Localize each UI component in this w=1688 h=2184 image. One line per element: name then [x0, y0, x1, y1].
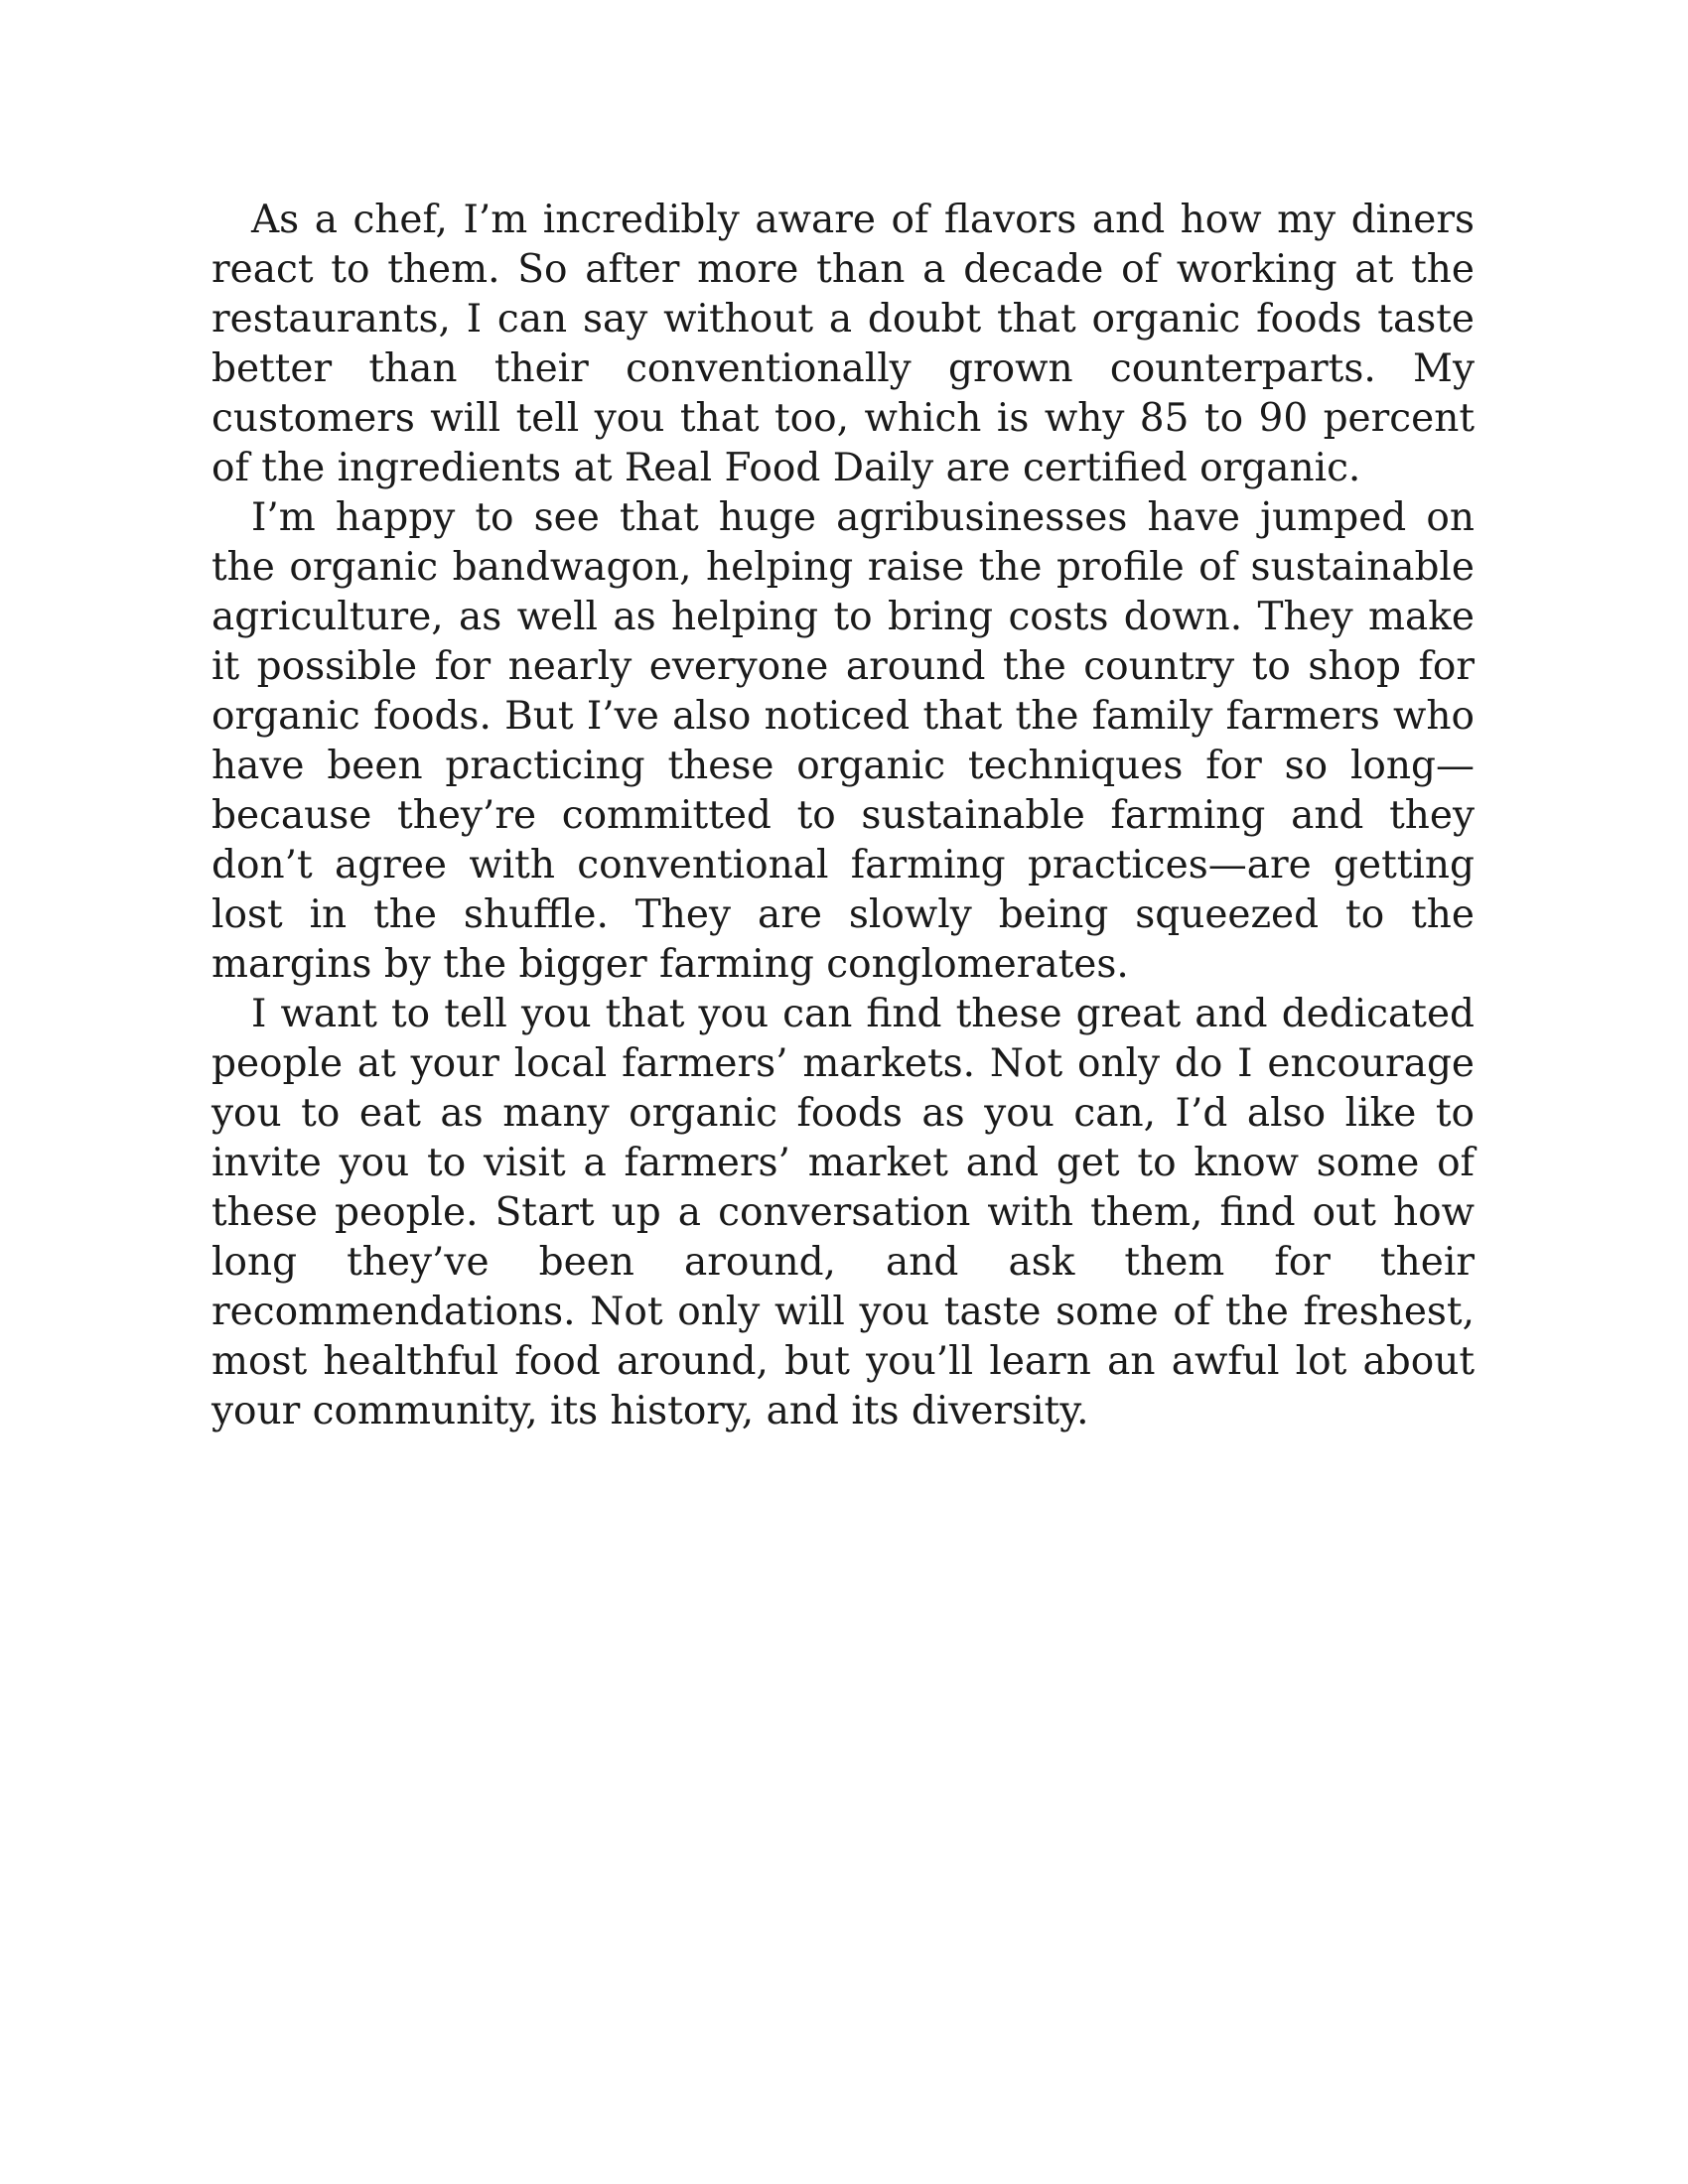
paragraph-3: I want to tell you that you can find these great and dedicated people at your local farmers’ markets. Not only do I encourage you to eat as many organic foods as you can, I’d also like to invite you to visit a farmers’ market and get to know some of these people. Start up a conversation with them, find out how long they’ve been around, and ask them for their recommendations. Not only will you taste some of the freshest, most healthful food around, but you’ll learn an awful lot about your community, its history, and its diversity.: [211, 992, 1475, 1433]
body-text: [211, 196, 1475, 1436]
paragraph-1: As a chef, I’m incredibly aware of flavors and how my diners react to them. So after more than a decade of working at the restaurants, I can say without a doubt that organic foods taste better than their conventionally grown counterparts. My customers will tell you that too, which is why 85 to 90 percent of the ingredients at Real Food Daily are certified organic.: [211, 198, 1475, 490]
paragraph-2: I’m happy to see that huge agribusinesses have jumped on the organic bandwagon, helping raise the profile of sustainable agriculture, as well as helping to bring costs down. They make it possible for nearly everyone around the country to shop for organic foods. But I’ve also noticed that the family farmers who have been practicing these organic techniques for so long—because they’re committed to sustainable farming and they don’t agree with conventional farming practices—are getting lost in the shuffle. They are slowly being squeezed to the margins by the bigger farming conglomerates.: [211, 495, 1475, 987]
